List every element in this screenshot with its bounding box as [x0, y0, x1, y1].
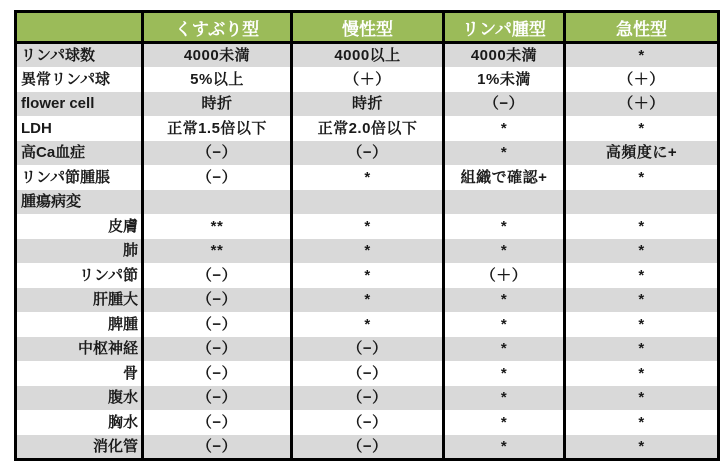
cell-value: * [292, 214, 444, 239]
cell-value: * [292, 288, 444, 313]
row-label: 中枢神経 [77, 340, 138, 358]
cell-value: * [565, 435, 719, 460]
header-cell-smoldering-type: くすぶり型 [143, 12, 292, 43]
table-row [16, 92, 719, 117]
cell-value: 4000未満 [143, 43, 292, 68]
row-label: 腫瘍病変 [21, 193, 82, 211]
table-row [16, 165, 719, 190]
cell-value: * [565, 410, 719, 435]
cell-value: （＋） [565, 67, 719, 92]
header-cell-acute-type: 急性型 [565, 12, 719, 43]
cell-value: * [444, 410, 565, 435]
cell-value: * [292, 263, 444, 288]
table-row [16, 214, 719, 239]
cell-value [292, 190, 444, 215]
cell-value: （−） [143, 337, 292, 362]
cell-value: 時折 [143, 92, 292, 117]
row-label: 胸水 [107, 413, 138, 431]
cell-value: 正常1.5倍以下 [143, 116, 292, 141]
cell-value: （−） [292, 337, 444, 362]
cell-value: （−） [143, 312, 292, 337]
cell-value: * [444, 239, 565, 264]
table-row [16, 116, 719, 141]
atl-subtype-table [14, 10, 720, 461]
cell-value: 4000以上 [292, 43, 444, 68]
cell-value: * [565, 288, 719, 313]
cell-value: 5%以上 [143, 67, 292, 92]
cell-value: * [565, 312, 719, 337]
table-row [16, 263, 719, 288]
cell-value: * [565, 337, 719, 362]
cell-value: （−） [143, 263, 292, 288]
row-label: リンパ節腫脹 [21, 168, 110, 186]
row-label: LDH [21, 119, 52, 137]
cell-value: （−） [292, 410, 444, 435]
row-label: リンパ球数 [21, 47, 95, 64]
cell-value: （＋） [292, 67, 444, 92]
row-label: 消化管 [92, 437, 138, 455]
cell-value: * [444, 141, 565, 166]
cell-value: （−） [292, 435, 444, 460]
header-cell-lymphoma-type: リンパ腫型 [444, 12, 565, 43]
cell-value: 時折 [292, 92, 444, 117]
table-row [16, 337, 719, 362]
row-label: 高Ca血症 [21, 144, 86, 162]
row-label: 異常リンパ球 [21, 70, 110, 88]
cell-value: （＋） [565, 92, 719, 117]
table-row [16, 190, 719, 215]
cell-value [143, 190, 292, 215]
cell-value: （−） [292, 386, 444, 411]
cell-value: （−） [444, 92, 565, 117]
table-header [16, 12, 719, 43]
cell-value: * [565, 263, 719, 288]
cell-value: * [292, 239, 444, 264]
table-row [16, 239, 719, 264]
row-label: 脾腫 [107, 315, 138, 333]
cell-value: * [444, 435, 565, 460]
row-label: 肺 [122, 242, 138, 260]
cell-value: ** [143, 214, 292, 239]
table-row [16, 43, 719, 68]
cell-value: * [444, 386, 565, 411]
table-row [16, 410, 719, 435]
cell-value: （−） [143, 435, 292, 460]
cell-value: * [565, 386, 719, 411]
cell-value: 高頻度に+ [565, 141, 719, 166]
cell-value: * [444, 361, 565, 386]
header-cell-chronic-type: 慢性型 [292, 12, 444, 43]
cell-value: * [565, 214, 719, 239]
cell-value: （−） [143, 386, 292, 411]
cell-value: （−） [143, 288, 292, 313]
row-label: flower cell [21, 95, 95, 113]
cell-value: * [444, 337, 565, 362]
table-row [16, 312, 719, 337]
table-row [16, 67, 719, 92]
cell-value: * [565, 116, 719, 141]
cell-value: （−） [292, 141, 444, 166]
table-row [16, 386, 719, 411]
cell-value: * [444, 116, 565, 141]
header-cell-empty [16, 12, 143, 43]
cell-value: * [565, 43, 719, 68]
cell-value: * [292, 312, 444, 337]
cell-value: * [444, 288, 565, 313]
table-row [16, 361, 719, 386]
row-label: 肝腫大 [92, 291, 138, 309]
cell-value: 正常2.0倍以下 [292, 116, 444, 141]
cell-value: * [292, 165, 444, 190]
cell-value: 組織で確認+ [444, 165, 565, 190]
cell-value: （−） [143, 361, 292, 386]
cell-value: 4000未満 [444, 43, 565, 68]
row-label: 腹水 [107, 389, 138, 407]
header-row [16, 12, 719, 43]
cell-value: （−） [143, 165, 292, 190]
cell-value [565, 190, 719, 215]
table-row [16, 435, 719, 460]
cell-value: * [565, 239, 719, 264]
cell-value [444, 190, 565, 215]
cell-value: （−） [292, 361, 444, 386]
cell-value: （−） [143, 141, 292, 166]
table-body [16, 43, 719, 460]
table-row [16, 141, 719, 166]
cell-value: * [565, 361, 719, 386]
cell-value: （−） [143, 410, 292, 435]
cell-value: 1%未満 [444, 67, 565, 92]
row-label: 皮膚 [107, 217, 138, 235]
cell-value: * [565, 165, 719, 190]
cell-value: （＋） [444, 263, 565, 288]
cell-value: * [444, 214, 565, 239]
row-label: リンパ節 [79, 266, 138, 284]
cell-value: ** [143, 239, 292, 264]
cell-value: * [444, 312, 565, 337]
row-label: 骨 [122, 364, 138, 382]
table-row [16, 288, 719, 313]
